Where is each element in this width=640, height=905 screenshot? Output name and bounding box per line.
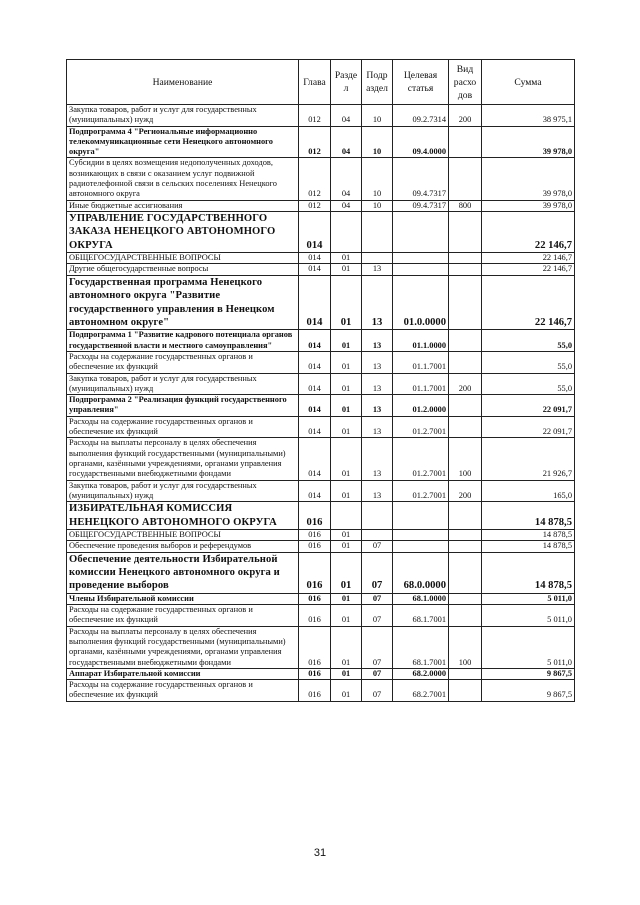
cell-subsection: 13 <box>362 416 393 438</box>
cell-name: Государственная программа Ненецкого автономного округа "Развитие государственного управления в Ненецком автономном округе" <box>67 275 299 330</box>
table-row <box>67 480 575 502</box>
col-header-exp-type: Вид расхо дов <box>449 60 482 105</box>
cell-exp-type <box>449 352 482 374</box>
cell-exp-type <box>449 395 482 417</box>
cell-section: 01 <box>331 438 362 480</box>
table-header-row <box>67 60 575 105</box>
cell-chapter: 016 <box>299 605 331 627</box>
cell-exp-type <box>449 275 482 330</box>
table-row <box>67 352 575 374</box>
cell-name: Подпрограмма 4 "Региональные информационно телекоммуникационные сети Ненецкого автономного округа" <box>67 126 299 158</box>
cell-amount: 39 978,0 <box>482 158 575 200</box>
cell-amount: 21 926,7 <box>482 438 575 480</box>
cell-amount: 165,0 <box>482 480 575 502</box>
cell-name: ОБЩЕГОСУДАРСТВЕННЫЕ ВОПРОСЫ <box>67 253 299 264</box>
cell-subsection: 07 <box>362 541 393 552</box>
cell-chapter: 016 <box>299 502 331 530</box>
cell-chapter: 014 <box>299 275 331 330</box>
cell-chapter: 014 <box>299 373 331 395</box>
cell-name: Члены Избирательной комиссии <box>67 593 299 604</box>
table-row <box>67 330 575 352</box>
cell-name: Подпрограмма 1 "Развитие кадрового потенциала органов государственной власти и местного самоуправления" <box>67 330 299 352</box>
cell-section: 01 <box>331 253 362 264</box>
cell-target: 01.2.7001 <box>393 480 449 502</box>
cell-exp-type <box>449 541 482 552</box>
cell-target <box>393 253 449 264</box>
cell-subsection: 13 <box>362 275 393 330</box>
cell-name: УПРАВЛЕНИЕ ГОСУДАРСТВЕННОГО ЗАКАЗА НЕНЕЦКОГО АВТОНОМНОГО ОКРУГА <box>67 211 299 252</box>
cell-chapter: 014 <box>299 253 331 264</box>
cell-target: 01.1.7001 <box>393 352 449 374</box>
cell-target: 01.2.7001 <box>393 438 449 480</box>
cell-chapter: 016 <box>299 541 331 552</box>
cell-chapter: 014 <box>299 330 331 352</box>
cell-subsection <box>362 502 393 530</box>
cell-target: 09.4.7317 <box>393 158 449 200</box>
cell-section: 01 <box>331 668 362 679</box>
cell-chapter: 012 <box>299 126 331 158</box>
cell-subsection: 07 <box>362 552 393 593</box>
cell-target: 09.4.0000 <box>393 126 449 158</box>
table-row <box>67 253 575 264</box>
cell-amount: 5 011,0 <box>482 605 575 627</box>
cell-section: 01 <box>331 605 362 627</box>
cell-amount: 22 091,7 <box>482 416 575 438</box>
cell-amount: 14 878,5 <box>482 502 575 530</box>
page-number: 31 <box>313 847 327 859</box>
cell-section <box>331 502 362 530</box>
cell-amount: 39 978,0 <box>482 200 575 211</box>
cell-subsection <box>362 253 393 264</box>
cell-section: 01 <box>331 529 362 540</box>
cell-subsection: 10 <box>362 158 393 200</box>
cell-amount: 22 091,7 <box>482 395 575 417</box>
table-row <box>67 668 575 679</box>
table-row <box>67 373 575 395</box>
col-header-chapter: Глава <box>299 60 331 105</box>
table-row <box>67 200 575 211</box>
cell-subsection: 07 <box>362 605 393 627</box>
cell-exp-type <box>449 264 482 275</box>
cell-amount: 55,0 <box>482 352 575 374</box>
cell-exp-type <box>449 593 482 604</box>
cell-section: 01 <box>331 480 362 502</box>
cell-subsection: 13 <box>362 395 393 417</box>
cell-target: 68.1.7001 <box>393 605 449 627</box>
cell-chapter: 014 <box>299 438 331 480</box>
cell-subsection: 10 <box>362 126 393 158</box>
cell-subsection: 13 <box>362 330 393 352</box>
cell-name: Расходы на выплаты персоналу в целях обеспечения выполнения функций государственными (муниципальными) органами, казёнными учреждениями, органами управления государственными внебюджетными фондами <box>67 438 299 480</box>
cell-chapter: 016 <box>299 529 331 540</box>
cell-section: 01 <box>331 373 362 395</box>
col-header-subsection: Подр аздел <box>362 60 393 105</box>
cell-section: 04 <box>331 105 362 127</box>
cell-subsection: 13 <box>362 264 393 275</box>
cell-exp-type: 200 <box>449 105 482 127</box>
table-row <box>67 275 575 330</box>
table-row <box>67 158 575 200</box>
cell-exp-type: 800 <box>449 200 482 211</box>
cell-name: Иные бюджетные ассигнования <box>67 200 299 211</box>
cell-section: 01 <box>331 416 362 438</box>
cell-name: Аппарат Избирательной комиссии <box>67 668 299 679</box>
cell-name: Расходы на выплаты персоналу в целях обеспечения выполнения функций государственными (муниципальными) органами, казёнными учреждениями, органами управления государственными внебюджетными фондами <box>67 626 299 668</box>
table-row <box>67 541 575 552</box>
cell-exp-type <box>449 126 482 158</box>
cell-section: 04 <box>331 126 362 158</box>
cell-amount: 14 878,5 <box>482 541 575 552</box>
table-row <box>67 680 575 702</box>
cell-amount: 22 146,7 <box>482 253 575 264</box>
cell-exp-type <box>449 330 482 352</box>
cell-exp-type: 100 <box>449 438 482 480</box>
table-row <box>67 605 575 627</box>
cell-subsection: 10 <box>362 105 393 127</box>
cell-name: Обеспечение проведения выборов и референдумов <box>67 541 299 552</box>
cell-target: 68.2.0000 <box>393 668 449 679</box>
col-header-amount: Сумма <box>482 60 575 105</box>
cell-name: ОБЩЕГОСУДАРСТВЕННЫЕ ВОПРОСЫ <box>67 529 299 540</box>
cell-section: 01 <box>331 395 362 417</box>
cell-chapter: 016 <box>299 668 331 679</box>
col-header-target: Целевая статья <box>393 60 449 105</box>
cell-name: Расходы на содержание государственных органов и обеспечение их функций <box>67 605 299 627</box>
cell-subsection: 13 <box>362 352 393 374</box>
table-row <box>67 105 575 127</box>
cell-section: 01 <box>331 626 362 668</box>
cell-amount: 55,0 <box>482 330 575 352</box>
cell-target: 68.1.0000 <box>393 593 449 604</box>
cell-section: 01 <box>331 541 362 552</box>
cell-target: 68.0.0000 <box>393 552 449 593</box>
cell-exp-type: 100 <box>449 626 482 668</box>
budget-table-page <box>66 59 574 702</box>
table-row <box>67 416 575 438</box>
table-row <box>67 126 575 158</box>
cell-amount: 22 146,7 <box>482 275 575 330</box>
table-row <box>67 438 575 480</box>
cell-target: 01.0.0000 <box>393 275 449 330</box>
cell-target <box>393 264 449 275</box>
cell-subsection <box>362 529 393 540</box>
table-row <box>67 593 575 604</box>
table-row <box>67 529 575 540</box>
cell-section: 01 <box>331 275 362 330</box>
cell-exp-type <box>449 158 482 200</box>
cell-section: 01 <box>331 264 362 275</box>
cell-name: Закупка товаров, работ и услуг для государственных (муниципальных) нужд <box>67 373 299 395</box>
cell-amount: 9 867,5 <box>482 680 575 702</box>
cell-section: 01 <box>331 552 362 593</box>
cell-amount: 5 011,0 <box>482 593 575 604</box>
cell-chapter: 016 <box>299 626 331 668</box>
cell-target: 68.2.7001 <box>393 680 449 702</box>
table-body <box>67 105 575 702</box>
cell-name: Субсидии в целях возмещения недополученных доходов, возникающих в связи с оказанием услуг подвижной радиотелефонной связи в сельских поселениях Ненецкого автономного округа <box>67 158 299 200</box>
cell-subsection: 13 <box>362 480 393 502</box>
cell-amount: 14 878,5 <box>482 552 575 593</box>
cell-exp-type <box>449 680 482 702</box>
table-row <box>67 626 575 668</box>
cell-exp-type <box>449 253 482 264</box>
cell-chapter: 014 <box>299 480 331 502</box>
cell-target: 01.2.0000 <box>393 395 449 417</box>
table-row <box>67 395 575 417</box>
cell-section: 04 <box>331 200 362 211</box>
cell-amount: 5 011,0 <box>482 626 575 668</box>
cell-target: 09.2.7314 <box>393 105 449 127</box>
cell-amount: 14 878,5 <box>482 529 575 540</box>
cell-target: 01.1.7001 <box>393 373 449 395</box>
cell-exp-type <box>449 552 482 593</box>
cell-exp-type <box>449 668 482 679</box>
cell-section: 01 <box>331 330 362 352</box>
cell-amount: 39 978,0 <box>482 126 575 158</box>
cell-section: 01 <box>331 593 362 604</box>
cell-section <box>331 211 362 252</box>
cell-subsection: 07 <box>362 626 393 668</box>
cell-chapter: 016 <box>299 552 331 593</box>
cell-subsection: 10 <box>362 200 393 211</box>
cell-name: Расходы на содержание государственных органов и обеспечение их функций <box>67 680 299 702</box>
cell-amount: 22 146,7 <box>482 264 575 275</box>
cell-chapter: 016 <box>299 680 331 702</box>
cell-chapter: 014 <box>299 352 331 374</box>
cell-section: 01 <box>331 680 362 702</box>
cell-name: Другие общегосударственные вопросы <box>67 264 299 275</box>
cell-chapter: 014 <box>299 395 331 417</box>
cell-name: Закупка товаров, работ и услуг для государственных (муниципальных) нужд <box>67 480 299 502</box>
cell-name: Закупка товаров, работ и услуг для государственных (муниципальных) нужд <box>67 105 299 127</box>
cell-exp-type <box>449 416 482 438</box>
cell-amount: 55,0 <box>482 373 575 395</box>
cell-chapter: 014 <box>299 264 331 275</box>
cell-name: Обеспечение деятельности Избирательной комиссии Ненецкого автономного округа и проведение выборов <box>67 552 299 593</box>
cell-target: 01.2.7001 <box>393 416 449 438</box>
cell-exp-type <box>449 605 482 627</box>
cell-target: 01.1.0000 <box>393 330 449 352</box>
cell-target <box>393 502 449 530</box>
cell-exp-type <box>449 502 482 530</box>
table-row <box>67 502 575 530</box>
cell-name: ИЗБИРАТЕЛЬНАЯ КОМИССИЯ НЕНЕЦКОГО АВТОНОМНОГО ОКРУГА <box>67 502 299 530</box>
cell-amount: 9 867,5 <box>482 668 575 679</box>
cell-exp-type <box>449 211 482 252</box>
cell-chapter: 016 <box>299 593 331 604</box>
cell-chapter: 012 <box>299 158 331 200</box>
cell-amount: 22 146,7 <box>482 211 575 252</box>
table-row <box>67 264 575 275</box>
cell-chapter: 012 <box>299 200 331 211</box>
cell-target <box>393 541 449 552</box>
cell-subsection: 13 <box>362 438 393 480</box>
budget-table <box>66 59 575 702</box>
cell-exp-type: 200 <box>449 480 482 502</box>
cell-subsection: 07 <box>362 593 393 604</box>
table-row <box>67 211 575 252</box>
cell-amount: 38 975,1 <box>482 105 575 127</box>
cell-target: 09.4.7317 <box>393 200 449 211</box>
cell-target <box>393 211 449 252</box>
cell-target <box>393 529 449 540</box>
cell-chapter: 012 <box>299 105 331 127</box>
col-header-name: Наименование <box>67 60 299 105</box>
cell-subsection: 13 <box>362 373 393 395</box>
cell-subsection: 07 <box>362 680 393 702</box>
cell-chapter: 014 <box>299 416 331 438</box>
cell-subsection: 07 <box>362 668 393 679</box>
cell-name: Подпрограмма 2 "Реализация функций государственного управления" <box>67 395 299 417</box>
cell-target: 68.1.7001 <box>393 626 449 668</box>
table-row <box>67 552 575 593</box>
cell-section: 01 <box>331 352 362 374</box>
cell-name: Расходы на содержание государственных органов и обеспечение их функций <box>67 352 299 374</box>
cell-subsection <box>362 211 393 252</box>
col-header-section: Разде л <box>331 60 362 105</box>
cell-chapter: 014 <box>299 211 331 252</box>
cell-section: 04 <box>331 158 362 200</box>
cell-name: Расходы на содержание государственных органов и обеспечение их функций <box>67 416 299 438</box>
cell-exp-type: 200 <box>449 373 482 395</box>
cell-exp-type <box>449 529 482 540</box>
